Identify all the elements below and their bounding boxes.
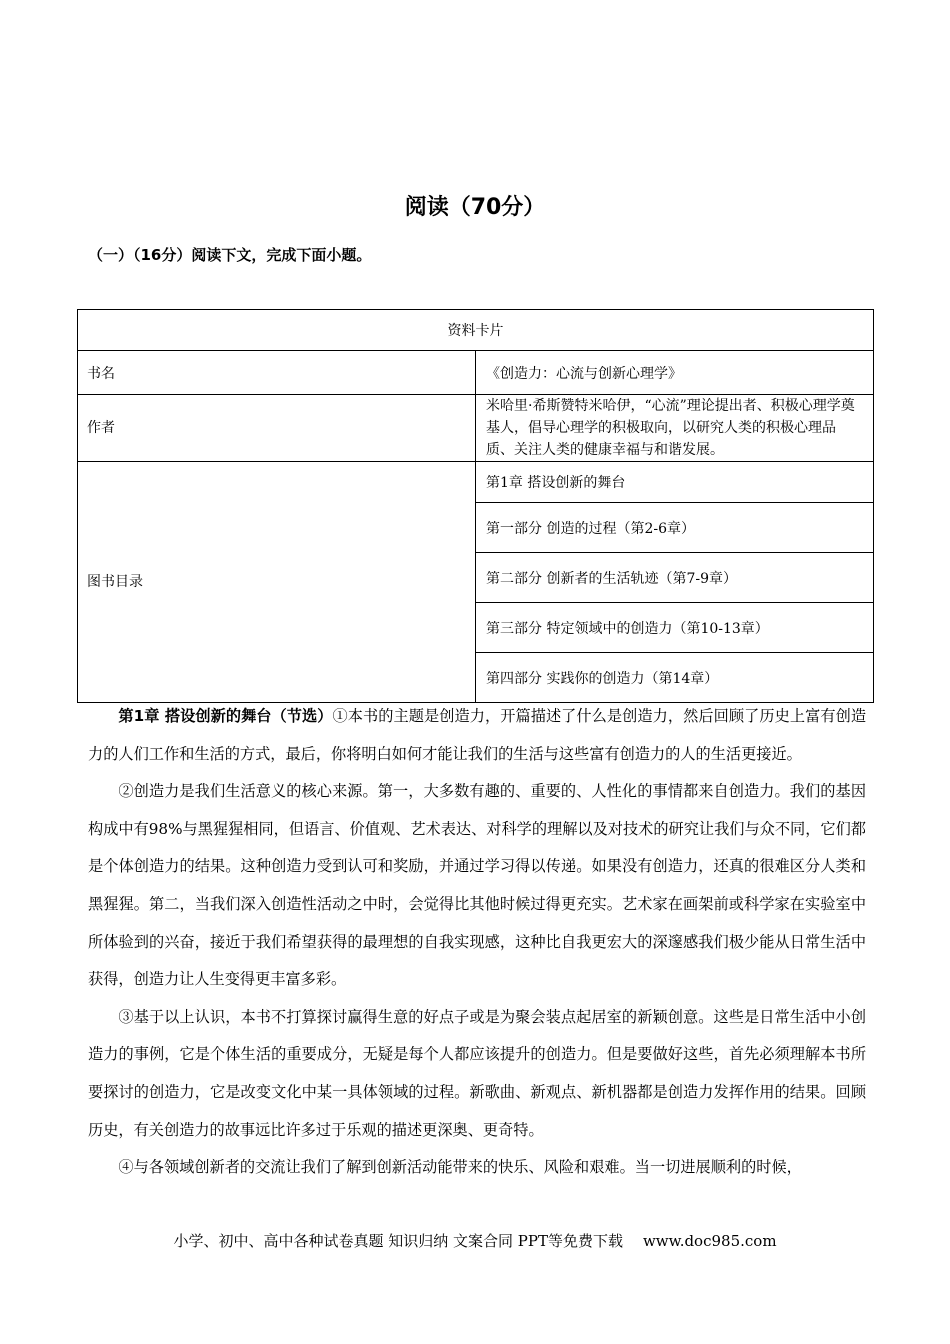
author-value: 米哈里·希斯赞特米哈伊，“心流”理论提出者、积极心理学奠基人，倡导心理学的积极取向，以研究人类的积极心理品质、关注人类的健康幸福与和谐发展。	[476, 395, 874, 462]
paragraph-3: ③基于以上认识，本书不打算探讨赢得生意的好点子或是为聚会装点起居室的新颖创意。这些是日常生活中小创造力的事例，它是个体生活的重要成分，无疑是每个人都应该提升的创造力。但是要做好这些，首先必须理解本书所要探讨的创造力，它是改变文化中某一具体领域的过程。新歌曲、新观点、新机器都是创造力发挥作用的结果。回顾历史，有关创造力的故事远比许多过于乐观的描述更深奥、更奇特。	[88, 1007, 866, 1139]
footer-url: www.doc985.com	[642, 1232, 777, 1250]
page-footer	[0, 1230, 950, 1251]
toc-item: 第1章 搭设创新的舞台	[476, 462, 874, 503]
footer-text: 小学、初中、高中各种试卷真题 知识归纳 文案合同 PPT等免费下载	[173, 1232, 623, 1250]
section-heading: （一）（16分）阅读下文，完成下面小题。	[88, 246, 372, 264]
chapter-lead: 第1章 搭设创新的舞台（节选）	[118, 707, 333, 725]
toc-item: 第二部分 创新者的生活轨迹（第7-9章）	[476, 553, 874, 603]
toc-item: 第一部分 创造的过程（第2-6章）	[476, 503, 874, 553]
book-name-label: 书名	[78, 351, 476, 395]
book-name-value: 《创造力：心流与创新心理学》	[476, 351, 874, 395]
paragraph-1-text: ①本书的主题是创造力，开篇描述了什么是创造力，然后回顾了历史上富有创造力的人们工作和生活的方式，最后，你将明白如何才能让我们的生活与这些富有创造力的人的生活更接近。	[88, 707, 867, 763]
paragraph-2: ②创造力是我们生活意义的核心来源。第一，大多数有趣的、重要的、人性化的事情都来自创造力。我们的基因构成中有98%与黑猩猩相同，但语言、价值观、艺术表达、对科学的理解以及对技术的研究让我们与众不同，它们都是个体创造力的结果。这种创造力受到认可和奖励，并通过学习得以传递。如果没有创造力，还真的很难区分人类和黑猩猩。第二，当我们深入创造性活动之中时，会觉得比其他时候过得更充实。艺术家在画架前或科学家在实验室中所体验到的兴奋，接近于我们希望获得的最理想的自我实现感，这种比自我更宏大的深邃感我们极少能从日常生活中获得，创造力让人生变得更丰富多彩。	[88, 782, 866, 989]
card-header: 资料卡片	[78, 310, 874, 351]
info-card-table	[77, 309, 874, 703]
paragraph-1	[88, 698, 866, 773]
article-body	[88, 698, 866, 1187]
toc-label: 图书目录	[78, 462, 476, 703]
paragraph-4: ④与各领域创新者的交流让我们了解到创新活动能带来的快乐、风险和艰难。当一切进展顺利的时候，	[118, 1158, 802, 1177]
toc-item: 第四部分 实践你的创造力（第14章）	[476, 653, 874, 703]
page-title: 阅读（70分）	[404, 195, 546, 220]
author-label: 作者	[78, 395, 476, 462]
toc-item: 第三部分 特定领域中的创造力（第10-13章）	[476, 603, 874, 653]
